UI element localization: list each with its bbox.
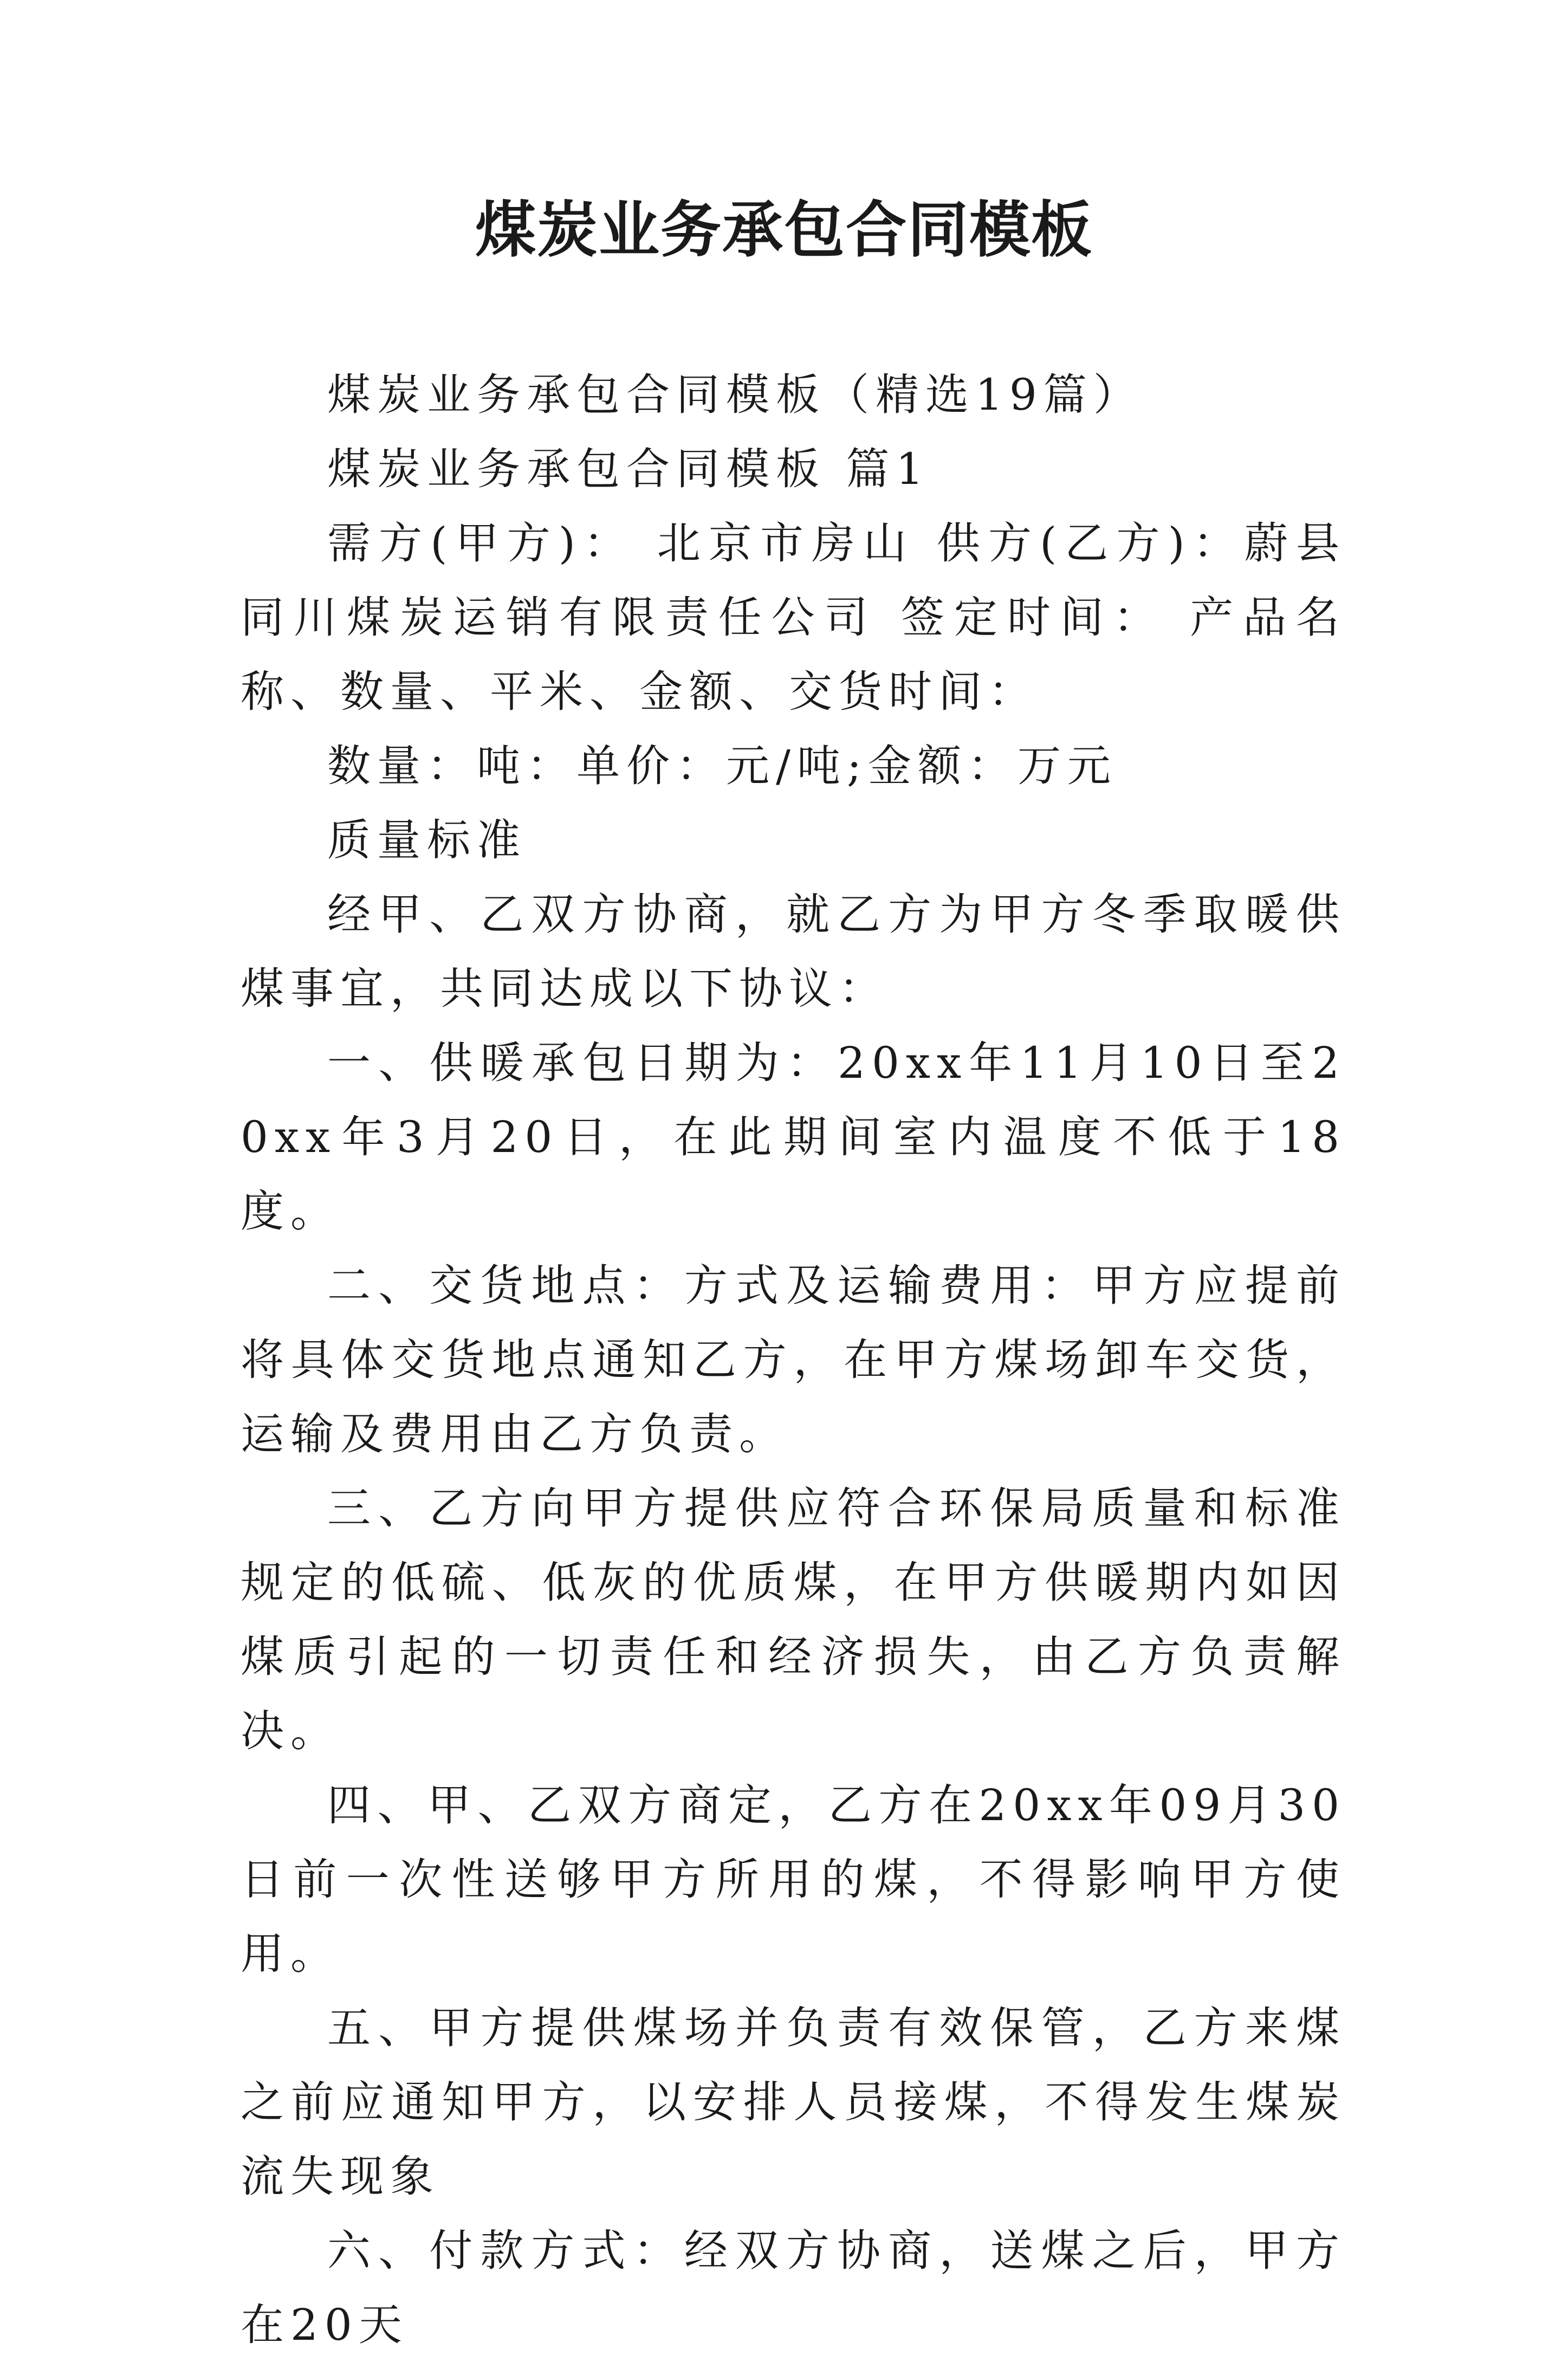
- paragraph-clause-5: 五、甲方提供煤场并负责有效保管，乙方来煤之前应通知甲方，以安排人员接煤，不得发生煤炭流失现象: [241, 2003, 1346, 2202]
- paragraph-section-heading: 煤炭业务承包合同模板 篇1: [327, 444, 930, 494]
- paragraph-clause-3: 三、乙方向甲方提供应符合环保局质量和标准规定的低硫、低灰的优质煤，在甲方供暖期内如因煤质引起的一切责任和经济损失，由乙方负责解决。: [241, 1483, 1346, 1756]
- document-title: 煤炭业务承包合同模板: [475, 195, 1093, 266]
- paragraph-parties: 需方(甲方)： 北京市房山 供方(乙方)：蔚县同川煤炭运销有限责任公司 签定时间： 产品名称、数量、平米、金额、交货时间：: [241, 518, 1346, 717]
- paragraph-clause-2: 二、交货地点：方式及运输费用：甲方应提前将具体交货地点通知乙方，在甲方煤场卸车交货，运输及费用由乙方负责。: [241, 1260, 1346, 1459]
- paragraph-agreement-intro: 经甲、乙双方协商，就乙方为甲方冬季取暖供煤事宜，共同达成以下协议：: [241, 889, 1346, 1014]
- paragraph-quality-standard: 质量标准: [327, 815, 527, 865]
- paragraph-clause-4: 四、甲、乙双方商定，乙方在20xx年09月30日前一次性送够甲方所用的煤，不得影响甲方使用。: [241, 1780, 1346, 1979]
- paragraph-quantity-price: 数量：吨：单价：元/吨;金额：万元: [327, 741, 1117, 791]
- document-body: [241, 358, 1346, 2362]
- paragraph-collection-title: 煤炭业务承包合同模板（精选19篇）: [327, 370, 1143, 420]
- paragraph-clause-1: 一、供暖承包日期为：20xx年11月10日至20xx年3月20日，在此期间室内温度不低于18度。: [241, 1038, 1346, 1237]
- paragraph-clause-6: 六、付款方式：经双方协商，送煤之后，甲方在20天: [241, 2225, 1346, 2350]
